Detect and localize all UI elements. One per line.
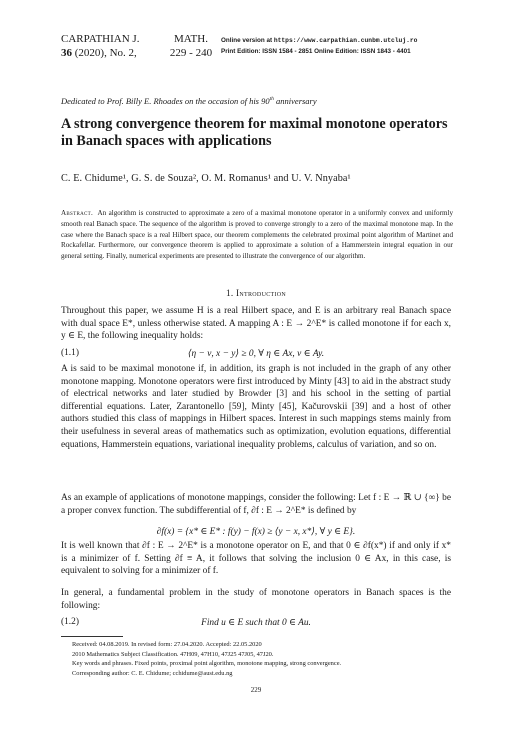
online-label: Online version at [221,37,274,44]
equation-number: (1.2) [61,617,79,627]
section-title: 1. Introduction [225,288,287,298]
journal-name: CARPATHIAN J. [61,33,140,45]
abstract [61,208,453,262]
footnotes [72,640,452,678]
footnote-rule [61,636,123,637]
volume-issue: 36 (2020), No. 2, [61,47,137,59]
received-dates: Received: 04.08.2019. In revised form: 27.04.2020. Accepted: 22.05.2020 [72,641,262,648]
authors: C. E. Chidume¹, G. S. de Souza², O. M. Romanus¹ and U. V. Nnyaba¹ [61,173,351,184]
msc-classification: 2010 Mathematics Subject Classification. 47H09, 47H10, 47J25 47J05, 47J20. [72,650,274,658]
corresponding-author: Corresponding author: C. E. Chidume; cchidume@aust.edu.ng [72,669,233,677]
equation-subdifferential [61,526,451,540]
issn-line: Print Edition: ISSN 1584 - 2851 Online Edition: ISSN 1843 - 4401 [221,48,411,55]
keywords: Key words and phrases. Fixed points, proximal point algorithm, monotone mapping, strong convergence. [72,660,342,668]
paragraph-4: It is well known that ∂f : E → 2^E* is a monotone operator on E, and that 0 ∈ ∂f(x*) if and only if x* is a minimizer of f. Setting ∂f ≡ A, it follows that solving the inclusion 0 ∈ Ax, in this case, is equivalent to solving for a minimizer of f. [61,541,451,577]
equation-number: (1.1) [61,348,79,358]
equation-1-2 [61,617,451,631]
paragraph-3: As an example of applications of monotone mappings, consider the following: Let f : E → ℝ ∪ {∞} be a proper convex function. The subdifferential of f, ∂f : E → 2^E* is defined by [61,493,451,516]
page-number: 229 [250,686,262,694]
equation-body: Find u ∈ E such that 0 ∈ Au. [201,618,311,628]
paper-title: A strong convergence theorem for maximal monotone operators in Banach spaces with applications [61,116,448,149]
online-info [221,35,461,57]
equation-body: ∂f(x) = {x* ∈ E* : f(y) − f(x) ≥ ⟨y − x, x*⟩, ∀ y ∈ E}. [156,527,356,537]
abstract-text: An algorithm is constructed to approximate a zero of a maximal monotone operator in a uniformly convex and uniformly smooth real Banach space. The sequence of the algorithm is proved to converge strongly to a zero of the maximal monotone map. In the case where the Banach space is a real Hilbert space, our theorem complements the celebrated proximal point algorithm of Martinet and Rockafellar. Furthermore, our convergence theorem is applied to approximate a solution of a Hammerstein integral equation in our general setting. Finally, numerical experiments are presented to illustrate the convergence of our algorithm. [61,209,453,261]
abstract-label: Abstract. [61,209,94,217]
dedication: Dedicated to Prof. Billy E. Rhoades on the occasion of his 90th anniversary [61,96,317,106]
paragraph-2: A is said to be maximal monotone if, in addition, its graph is not included in the graph of any other monotone mapping. Monotone operators were first introduced by Minty [43] to aid in the abstract study of electrical networks and later studied by Browder [3] and his school in the setting of partial differential equations. Later, Zarantonello [59], Minty [45], Kačurovskii [39] and a host of other authors studied this class of mappings in Hilbert spaces. Interest in such mappings stems mainly from their usefulness in several areas of mathematics such as optimization, evolution equations, differential equations, Hammerstein equations, variational inequality problems, calculus of variation, and so on. [61,364,451,450]
equation-1-1 [61,348,451,362]
equation-body: ⟨η − ν, x − y⟩ ≥ 0, ∀ η ∈ Ax, ν ∈ Ay. [187,349,325,359]
journal-header [61,32,151,60]
page-range: 229 - 240 [169,47,213,59]
paragraph-1: Throughout this paper, we assume H is a real Hilbert space, and E is an arbitrary real Banach space with dual space E*, unless otherwise stated. A mapping A : E → 2^E* is called monotone if for each x, y ∈ E, the following inequality holds: [61,306,451,342]
subject-pages [160,32,222,60]
paragraph-5: In general, a fundamental problem in the study of monotone operators in Banach spaces is the following: [61,588,451,611]
journal-url[interactable]: https://www.carpathian.cunbm.utcluj.ro [273,37,418,44]
subject: MATH. [174,33,208,45]
